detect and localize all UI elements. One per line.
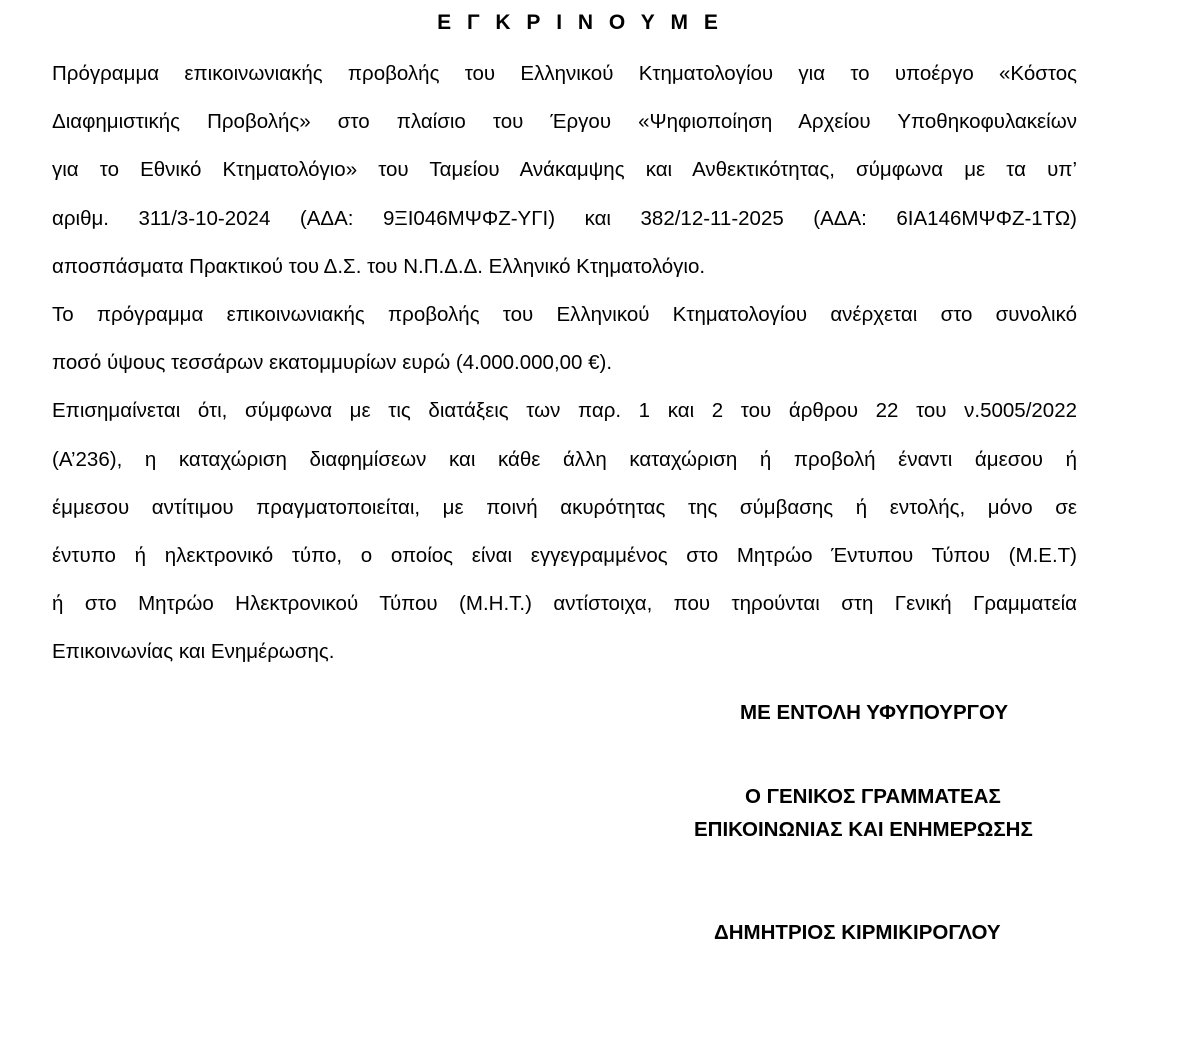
- paragraph-legal-note: [52, 387, 1077, 676]
- signature-title-line-1: Ο ΓΕΝΙΚΟΣ ΓΡΑΜΜΑΤΕΑΣ: [745, 785, 1001, 808]
- paragraph-line: Διαφημιστικής Προβολής» στο πλαίσιο του Έργου «Ψηφιοποίηση Αρχείου Υποθηκοφυλακείων: [52, 110, 1077, 134]
- signature-title-line-2: ΕΠΙΚΟΙΝΩΝΙΑΣ ΚΑΙ ΕΝΗΜΕΡΩΣΗΣ: [694, 818, 1033, 841]
- signature-order-line: ΜΕ ΕΝΤΟΛΗ ΥΦΥΠΟΥΡΓΟΥ: [740, 701, 1008, 724]
- paragraph-line: έντυπο ή ηλεκτρονικό τύπο, ο οποίος είναι εγγεγραμμένος στο Μητρώο Έντυπου Τύπου (Μ.Ε.Τ): [52, 543, 1077, 567]
- paragraph-line: αποσπάσματα Πρακτικού του Δ.Σ. του Ν.Π.Δ.Δ. Ελληνικό Κτηματολόγιο.: [52, 254, 706, 278]
- paragraph-line: ή στο Μητρώο Ηλεκτρονικού Τύπου (Μ.Η.Τ.) αντίστοιχα, που τηρούνται στη Γενική Γραμματεία: [52, 592, 1077, 616]
- paragraph-budget: [52, 291, 1077, 387]
- document-body: [52, 50, 1077, 676]
- paragraph-line: αριθμ. 311/3-10-2024 (ΑΔΑ: 9ΞΙ046ΜΨΦΖ-ΥΓΙ) και 382/12-11-2025 (ΑΔΑ: 6ΙΑ146ΜΨΦΖ-1ΤΩ): [52, 206, 1077, 230]
- paragraph-line: (Α’236), η καταχώριση διαφημίσεων και κάθε άλλη καταχώριση ή προβολή έναντι άμεσου ή: [52, 447, 1077, 471]
- signatory-name: ΔΗΜΗΤΡΙΟΣ ΚΙΡΜΙΚΙΡΟΓΛΟΥ: [714, 921, 1001, 944]
- paragraph-approval: [52, 50, 1077, 291]
- paragraph-line: Επισημαίνεται ότι, σύμφωνα με τις διατάξεις των παρ. 1 και 2 του άρθρου 22 του ν.5005/2022: [52, 399, 1077, 423]
- heading-text: Ε Γ Κ Ρ Ι Ν Ο Υ Μ Ε: [437, 11, 723, 34]
- paragraph-line: για το Εθνικό Κτηματολόγιο» του Ταμείου Ανάκαμψης και Ανθεκτικότητας, σύμφωνα με τα υπ’: [52, 158, 1077, 182]
- document-heading: [0, 8, 1200, 38]
- paragraph-line: Το πρόγραμμα επικοινωνιακής προβολής του Ελληνικού Κτηματολογίου ανέρχεται στο συνολικό: [52, 302, 1077, 326]
- paragraph-line: Πρόγραμμα επικοινωνιακής προβολής του Ελληνικού Κτηματολογίου για το υποέργο «Κόστος: [52, 62, 1077, 85]
- paragraph-line: έμμεσου αντίτιμου πραγματοποιείται, με ποινή ακυρότητας της σύμβασης ή εντολής, μόνο σε: [52, 495, 1077, 519]
- paragraph-line: ποσό ύψους τεσσάρων εκατομμυρίων ευρώ (4.000.000,00 €).: [52, 351, 613, 375]
- paragraph-line: Επικοινωνίας και Ενημέρωσης.: [52, 640, 335, 664]
